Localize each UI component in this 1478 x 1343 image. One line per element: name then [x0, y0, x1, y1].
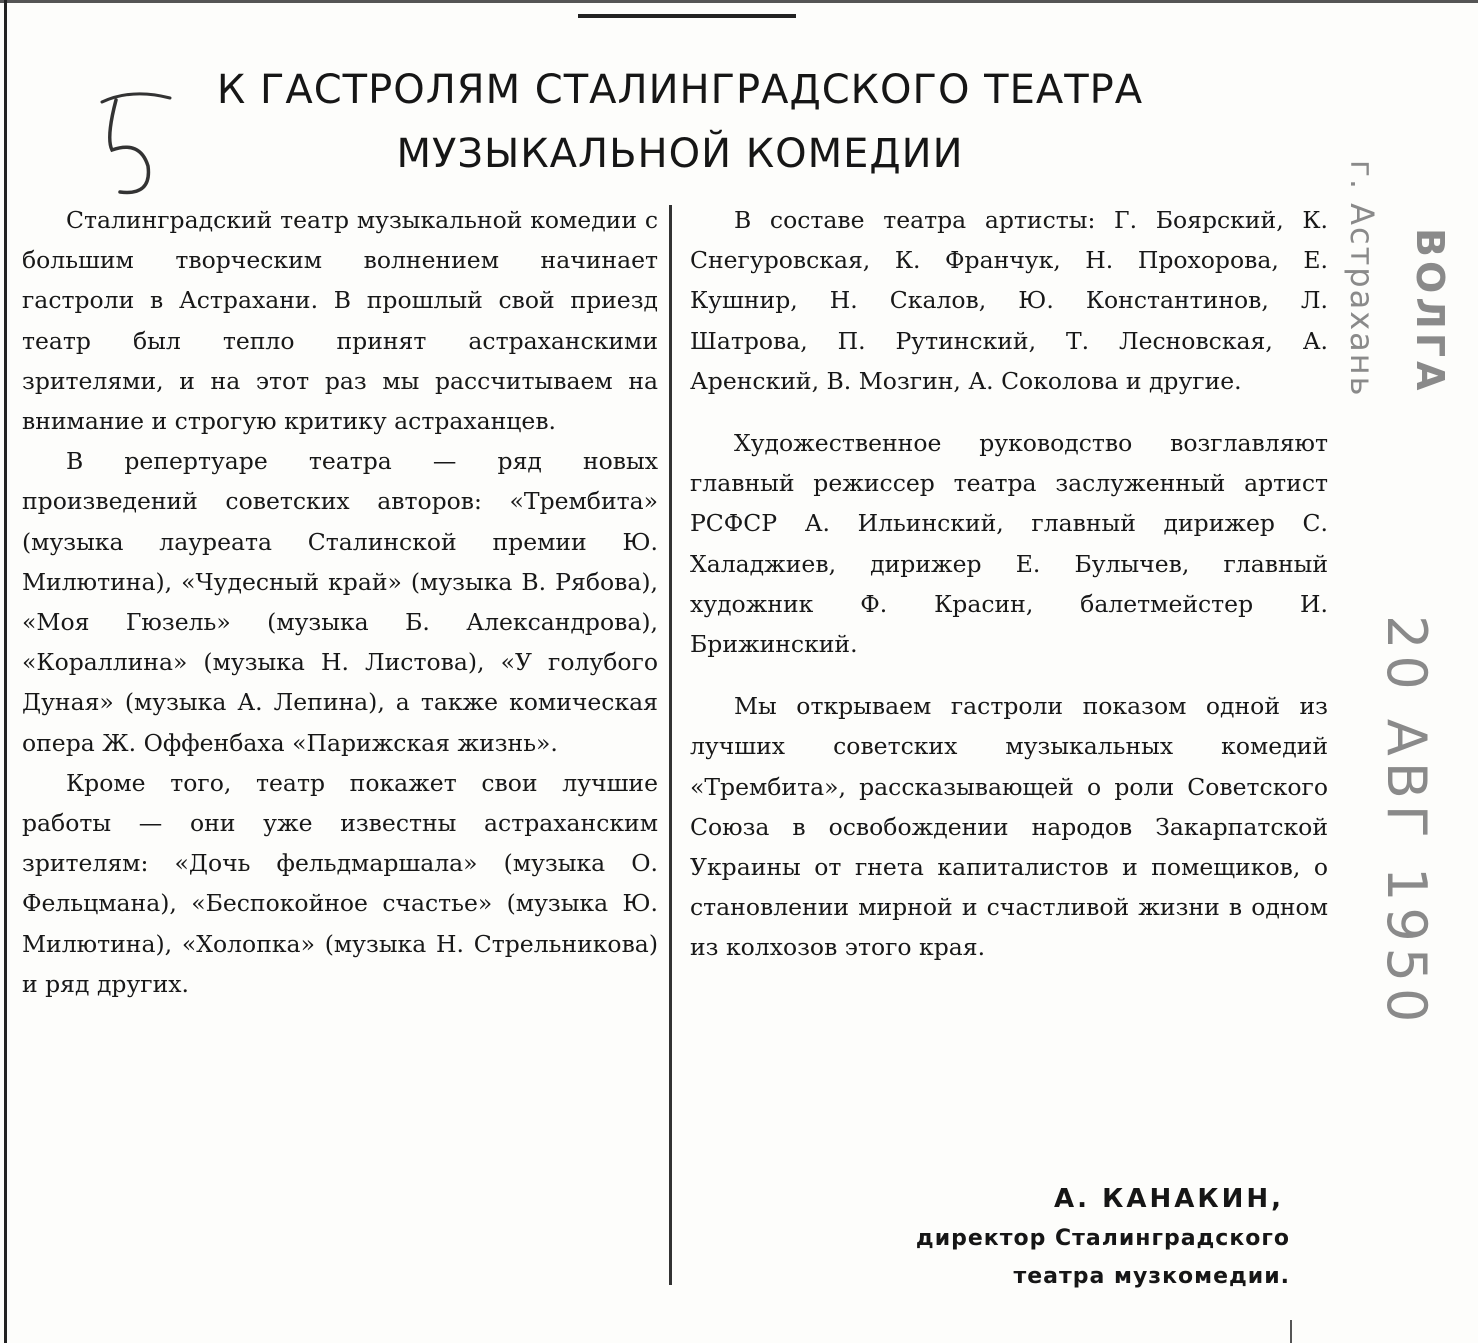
author-title-line-2: театра музкомедии. — [1013, 1264, 1290, 1289]
paragraph: Сталинградский театр музыкальной комедии с большим творческим волнением начинает гастроли в Астрахани. В прошлый свой приезд театр был тепло принят астраханскими зрителями, и на этот раз мы рассчитываем на внимание и строгую критику астраханцев. — [22, 206, 658, 436]
stamp-date: 20 АВГ 1950 — [1375, 615, 1438, 1029]
clipping-left-edge — [4, 0, 7, 1343]
left-column — [22, 200, 658, 1004]
paragraph: Художественное руководство возглавляют главный режиссер театра заслуженный артист РСФСР А. Ильинский, главный дирижер С. Халаджиев, дирижер Е. Булычев, главный художник Ф. Красин, балетмейстер И. Брижинский. — [690, 429, 1328, 659]
bottom-edge-mark — [1290, 1320, 1312, 1343]
author-title-line-1: директор Сталинградского — [915, 1226, 1290, 1251]
author-name: А. КАНАКИН, — [1054, 1184, 1284, 1214]
clipping-top-edge — [0, 0, 1478, 3]
stamp-newspaper-name: ВОЛГА — [1408, 228, 1452, 395]
headline-line-1: К ГАСТРОЛЯМ СТАЛИНГРАДСКОГО ТЕАТРА — [216, 67, 1144, 113]
right-column — [690, 200, 1328, 968]
headline-line-2: МУЗЫКАЛЬНОЙ КОМЕДИИ — [396, 131, 964, 177]
paragraph: Мы открываем гастроли показом одной из лучших советских музыкальных комедий «Трембита», рассказывающей о роли Советского Союза в освобождении народов Закарпатской Украины от гнета капиталистов и помещиков, о становлении мирной и счастливой жизни в одном из колхозов этого края. — [690, 692, 1328, 962]
paragraph: В репертуаре театра — ряд новых произведений советских авторов: «Трембита» (музыка лауреата Сталинской премии Ю. Милютина), «Чудесный край» (музыка В. Рябова), «Моя Гюзель» (музыка Б. Александрова), «Кораллина» (музыка Н. Листова), «У голубого Дуная» (музыка А. Лепина), а также комическая опера Ж. Оффенбаха «Парижская жизнь». — [22, 447, 658, 757]
top-rule — [578, 14, 796, 18]
article-headline — [80, 58, 1280, 186]
paragraph: В составе театра артисты: Г. Боярский, К. Снегуровская, К. Франчук, Н. Прохорова, Е. Кушнир, Н. Скалов, Ю. Константинов, Л. Шатрова, П. Рутинский, Т. Лесновская, А. Аренский, В. Мозгин, А. Соколова и другие. — [690, 206, 1328, 395]
stamp-city: г. Астрахань — [1343, 160, 1381, 398]
column-divider — [669, 205, 672, 1285]
paragraph: Кроме того, театр покажет свои лучшие работы — они уже известны астраханским зрителям: «Дочь фельдмаршала» (музыка О. Фельцмана), «Беспокойное счастье» (музыка Ю. Милютина), «Холопка» (музыка Н. Стрельникова) и ряд других. — [22, 768, 658, 998]
author-signature — [820, 1178, 1290, 1296]
